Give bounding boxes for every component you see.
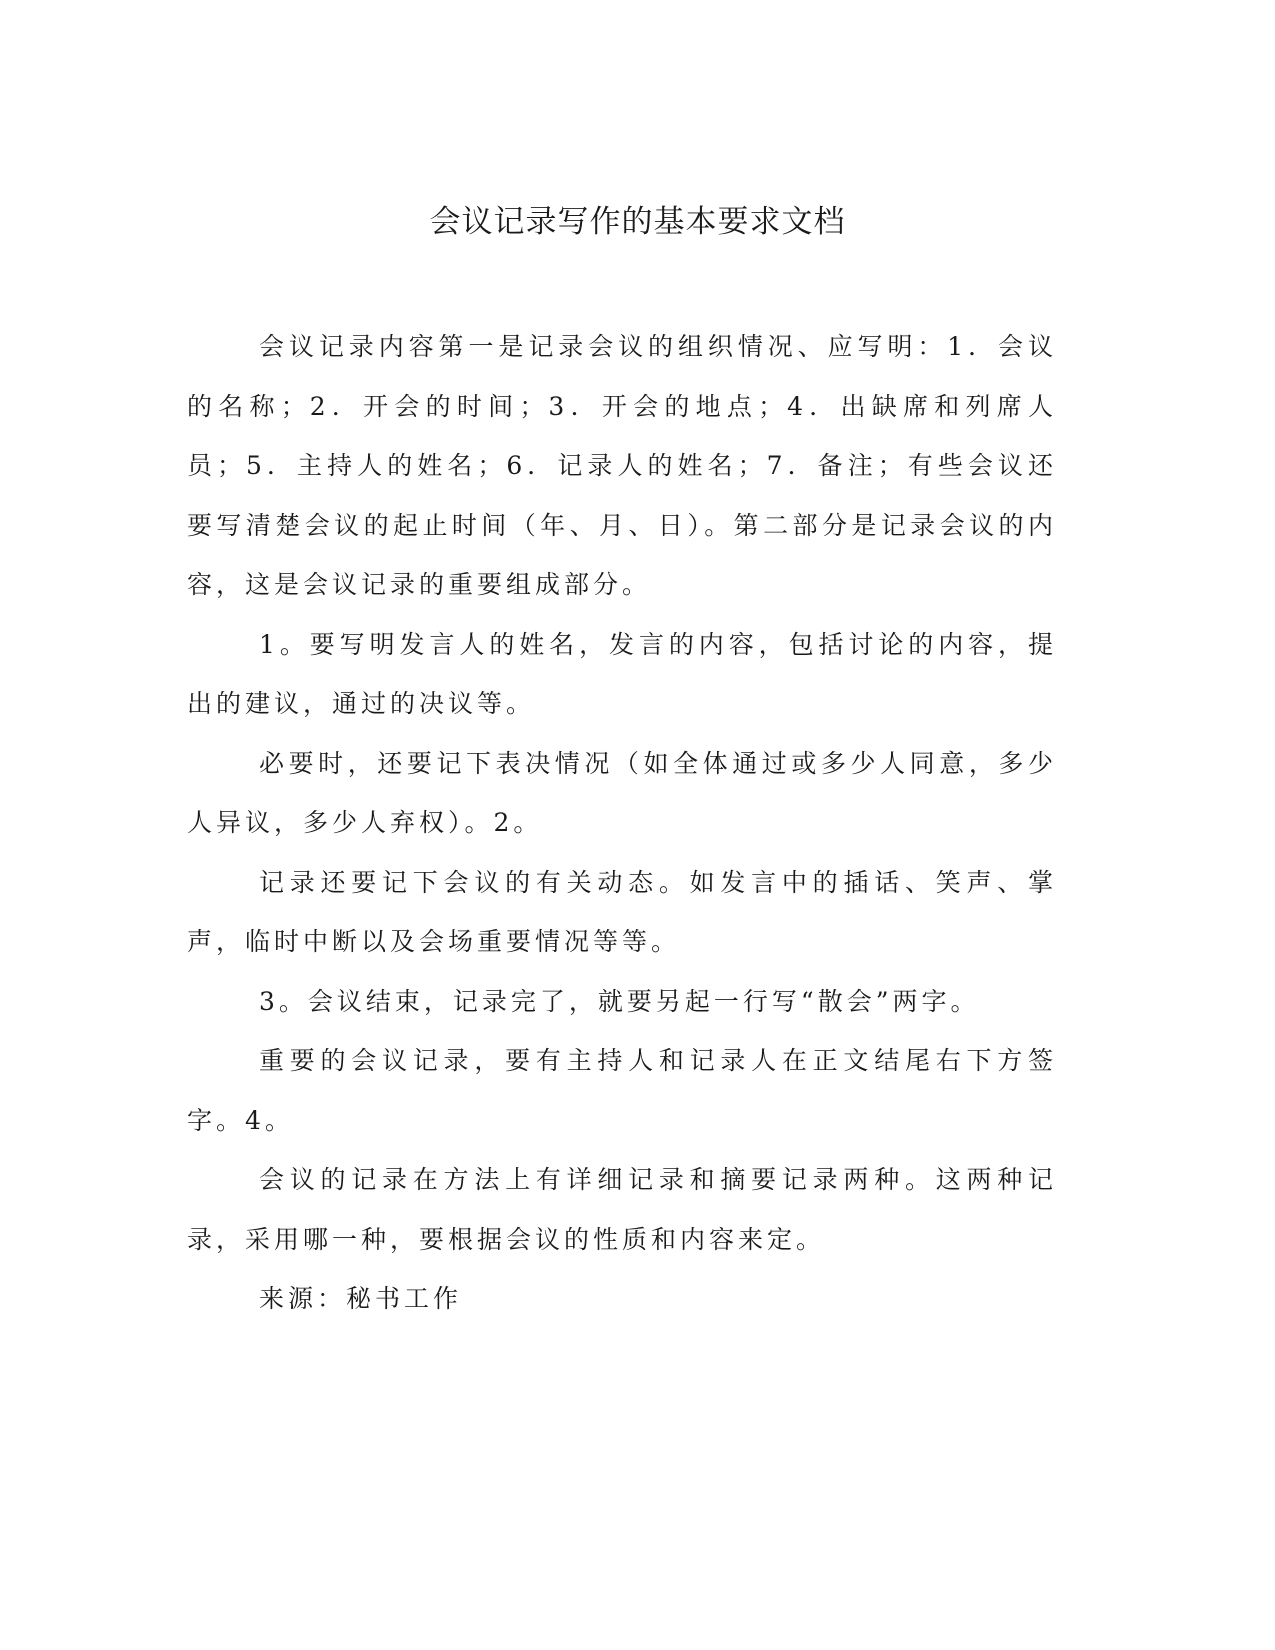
paragraph-source: 来源：秘书工作 <box>259 1284 463 1313</box>
paragraph-signatures: 重要的会议记录，要有主持人和记录人在正文结尾右下方签字。4。 <box>187 1046 1057 1135</box>
document-body <box>187 317 1057 1329</box>
paragraph-meeting-record-content: 会议记录内容第一是记录会议的组织情况、应写明：1．会议的名称；2．开会的时间；3．开会的地点；4．出缺席和列席人员；5．主持人的姓名；6．记录人的姓名；7．备注；有些会议还要写清楚会议的起止时间（年、月、日）。第二部分是记录会议的内容，这是会议记录的重要组成部分。 <box>187 332 1057 599</box>
paragraph-speaker-details: 1。要写明发言人的姓名，发言的内容，包括讨论的内容，提出的建议，通过的决议等。 <box>187 629 1057 718</box>
document-title: 会议记录写作的基本要求文档 <box>429 204 846 240</box>
paragraph-record-methods: 会议的记录在方法上有详细记录和摘要记录两种。这两种记录，采用哪一种，要根据会议的性质和内容来定。 <box>187 1165 1057 1254</box>
paragraph-meeting-dynamics: 记录还要记下会议的有关动态。如发言中的插话、笑声、掌声，临时中断以及会场重要情况等等。 <box>187 867 1057 956</box>
paragraph-voting-results: 必要时，还要记下表决情况（如全体通过或多少人同意，多少人异议，多少人弃权）。2。 <box>187 748 1057 837</box>
paragraph-meeting-end: 3。会议结束，记录完了，就要另起一行写“散会”两字。 <box>259 986 980 1016</box>
